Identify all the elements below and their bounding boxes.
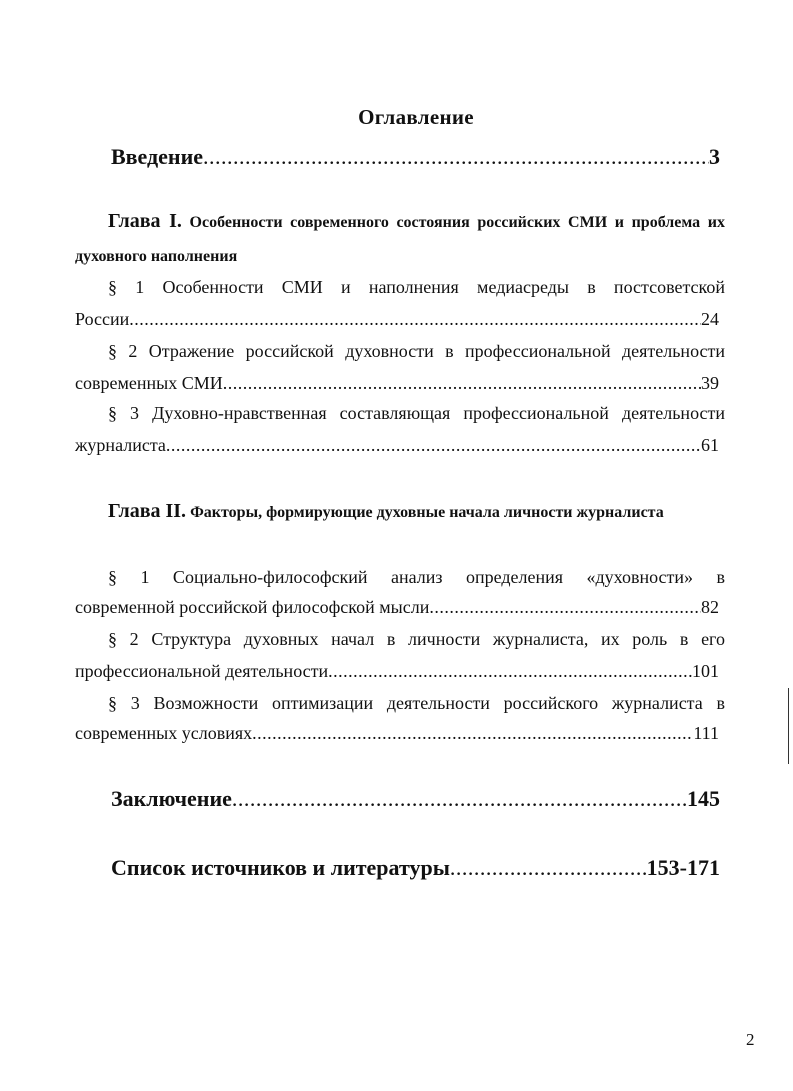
section-2-3-line2 [75, 716, 719, 750]
section-1-2-page: 39 [701, 373, 719, 393]
section-1-3-line2 [75, 428, 719, 462]
conclusion-page: 145 [687, 786, 720, 811]
bibliography-label: Список источников и литературы [111, 855, 450, 880]
toc-entry-bibliography [111, 855, 720, 881]
toc-entry-intro [111, 144, 720, 170]
dot-leader [232, 786, 687, 812]
page-number: 2 [746, 1030, 755, 1049]
chapter-1-label: Глава I. [108, 210, 182, 232]
dot-leader [450, 855, 647, 881]
dot-leader [129, 302, 701, 336]
section-2-1-line1: § 1 Социально-философский анализ определения «духовности» в [108, 567, 725, 587]
section-1-3-tail: журналиста [75, 435, 166, 455]
toc-title: Оглавление [358, 105, 474, 129]
dot-leader [252, 716, 693, 750]
section-2-1-line2 [75, 590, 719, 624]
chapter-1-title: Особенности современного состояния российских СМИ и проблема их духовного наполнения [75, 214, 726, 265]
section-2-3-line1: § 3 Возможности оптимизации деятельности российского журналиста в [108, 693, 725, 713]
dot-leader [429, 590, 701, 624]
bibliography-page: 153-171 [646, 855, 720, 880]
dot-leader [328, 654, 692, 688]
section-2-3-page: 111 [693, 723, 719, 743]
section-2-3-tail: современных условиях [75, 723, 253, 743]
section-2-2-page: 101 [692, 661, 719, 681]
chapter-1-heading [75, 204, 725, 274]
conclusion-label: Заключение [111, 786, 232, 811]
section-1-2-line1: § 2 Отражение российской духовности в профессиональной деятельности [108, 341, 725, 361]
dot-leader [203, 144, 709, 170]
dot-leader [166, 428, 701, 462]
section-1-1-line2 [75, 302, 719, 336]
margin-line [788, 688, 789, 764]
section-2-2-line1: § 2 Структура духовных начал в личности журналиста, их роль в его [108, 629, 725, 649]
section-1-3-page: 61 [701, 435, 719, 455]
chapter-2-label: Глава II. [108, 500, 187, 522]
section-1-2-tail: современных СМИ [75, 373, 223, 393]
section-2-1-tail: современной российской философской мысли [75, 597, 430, 617]
intro-page: 3 [709, 144, 720, 169]
section-2-1-page: 82 [701, 597, 719, 617]
section-1-2-line2 [75, 366, 719, 400]
chapter-2-title: Факторы, формирующие духовные начала личности журналиста [190, 504, 664, 521]
section-1-1-line1: § 1 Особенности СМИ и наполнения медиасреды в постсоветской [108, 277, 725, 297]
section-1-3-line1: § 3 Духовно-нравственная составляющая профессиональной деятельности [108, 403, 725, 423]
section-1-1-page: 24 [701, 309, 719, 329]
section-1-1-tail: России [75, 309, 130, 329]
intro-label: Введение [111, 144, 204, 169]
section-2-2-tail: профессиональной деятельности [75, 661, 329, 681]
chapter-2-heading [75, 494, 725, 530]
toc-entry-conclusion [111, 786, 720, 812]
section-2-2-line2 [75, 654, 719, 688]
dot-leader [223, 366, 701, 400]
